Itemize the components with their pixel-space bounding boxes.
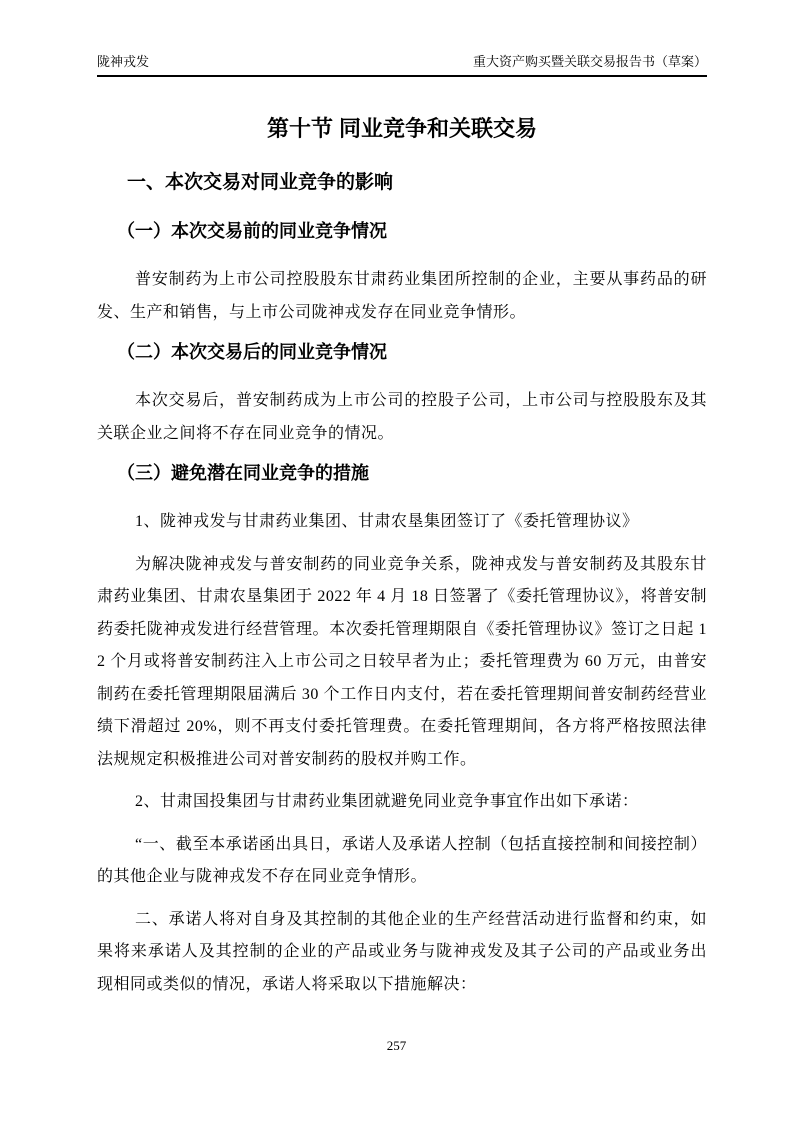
- document-body: [97, 76, 707, 1011]
- header-report-title: 重大资产购买暨关联交易报告书（草案）: [472, 54, 707, 69]
- paragraph-commitment-2: 二、承诺人将对自身及其控制的其他企业的生产经营活动进行监督和约束，如果将来承诺人及其控制的企业的产品或业务与陇神戎发及其子公司的产品或业务出现相同或类似的情况，承诺人将采取以下措施解决：: [97, 910, 707, 993]
- paragraph-pre-transaction: 普安制药为上市公司控股股东甘肃药业集团所控制的企业，主要从事药品的研发、生产和销售，与上市公司陇神戎发存在同业竞争情形。: [97, 271, 707, 321]
- section-heading-1: 一、本次交易对同业竞争的影响: [127, 172, 394, 193]
- paragraph-post-transaction: 本次交易后，普安制药成为上市公司的控股子公司，上市公司与控股股东及其关联企业之间将不存在同业竞争的情况。: [97, 392, 707, 442]
- list-item-2-heading: 2、甘肃国投集团与甘肃药业集团就避免同业竞争事宜作出如下承诺：: [135, 793, 639, 810]
- chapter-title: 第十节 同业竞争和关联交易: [266, 116, 538, 141]
- paragraph-entrusted-management: 为解决陇神戎发与普安制药的同业竞争关系，陇神戎发与普安制药及其股东甘肃药业集团、甘肃农垦集团于 2022 年 4 月 18 日签署了《委托管理协议》，将普安制药委托陇神戎发进行经营管理。本次委托管理期限自《委托管理协议》签订之日起 12 个月或将普安制药注入上市公司之日较早者为止；委托管理费为 60 万元，由普安制药在委托管理期限届满后 30 个工作日内支付，若在委托管理期间普安制药经营业绩下滑超过 20%，则不再支付委托管理费。在委托管理期间，各方将严格按照法律法规规定积极推进公司对普安制药的股权并购工作。: [97, 555, 707, 768]
- page-number: 257: [386, 1038, 407, 1053]
- running-header: [97, 54, 707, 77]
- subsection-heading-1-2: （二）本次交易后的同业竞争情况: [117, 342, 387, 362]
- header-company-short-name: 陇神戎发: [97, 54, 150, 69]
- subsection-heading-1-3: （三）避免潜在同业竞争的措施: [117, 463, 369, 483]
- paragraph-commitment-1: “一、截至本承诺函出具日，承诺人及承诺人控制（包括直接控制和间接控制）的其他企业与陇神戎发不存在同业竞争情形。: [97, 835, 707, 885]
- subsection-heading-1-1: （一）本次交易前的同业竞争情况: [117, 221, 387, 241]
- list-item-1-heading: 1、陇神戎发与甘肃药业集团、甘肃农垦集团签订了《委托管理协议》: [135, 513, 639, 530]
